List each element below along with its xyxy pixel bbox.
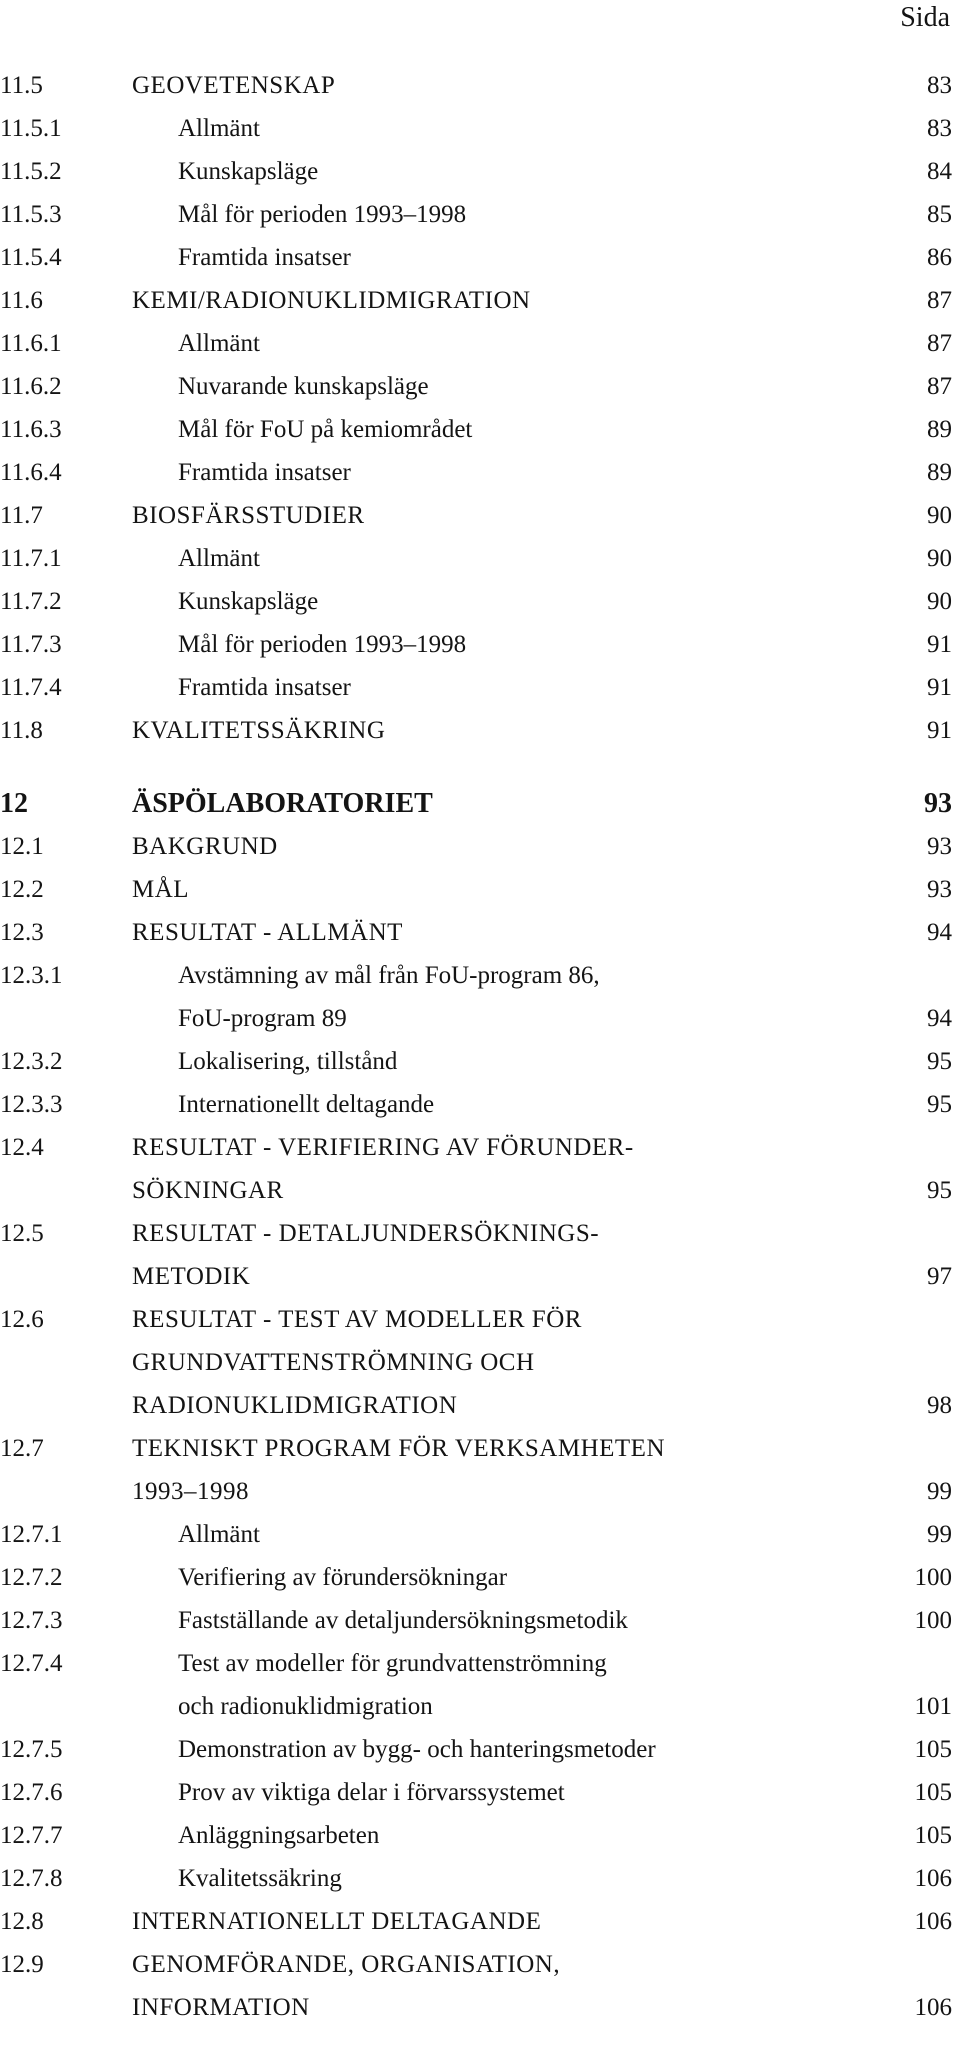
toc-entry-page: 87 bbox=[927, 330, 952, 357]
toc-entry bbox=[0, 954, 960, 1040]
toc-entry bbox=[0, 1599, 960, 1642]
toc-entry-page: 90 bbox=[927, 502, 952, 529]
toc-entry-title bbox=[178, 1556, 868, 1599]
toc-entry-title bbox=[132, 782, 832, 825]
toc-entry-title bbox=[132, 1126, 832, 1212]
toc-entry-title bbox=[178, 150, 868, 193]
toc-entry-number: 12.7.8 bbox=[0, 1865, 63, 1892]
toc-entry-number: 12.7.7 bbox=[0, 1822, 63, 1849]
toc-entry-title-line: KEMI/RADIONUKLIDMIGRATION bbox=[132, 287, 531, 314]
toc-entry-title-line: Nuvarande kunskapsläge bbox=[178, 373, 429, 400]
toc-entry bbox=[0, 1857, 960, 1900]
toc-entry-title-line: Kunskapsläge bbox=[178, 588, 319, 615]
toc-entry-title bbox=[178, 408, 868, 451]
toc-entry-title-line: RESULTAT - DETALJUNDERSÖKNINGS- bbox=[132, 1220, 600, 1247]
toc-entry-title-line: Internationellt deltagande bbox=[178, 1091, 435, 1118]
toc-entry-title bbox=[132, 1943, 832, 2029]
toc-entry-title-line: 1993–1998 bbox=[132, 1478, 249, 1505]
toc-entry-title-line: FoU-program 89 bbox=[178, 1005, 347, 1032]
toc-entry-number: 12.7.5 bbox=[0, 1736, 63, 1763]
toc-entry-page: 95 bbox=[927, 1091, 952, 1118]
toc-entry-number: 12.8 bbox=[0, 1908, 44, 1935]
toc-entry-number: 12.7 bbox=[0, 1435, 44, 1462]
toc-entry-number: 12.4 bbox=[0, 1134, 44, 1161]
toc-entry bbox=[0, 451, 960, 494]
toc-entry-title bbox=[178, 1642, 868, 1728]
toc-entry-page: 91 bbox=[927, 674, 952, 701]
toc-entry-title bbox=[132, 911, 832, 954]
toc-entry bbox=[0, 1083, 960, 1126]
toc-entry-title-line: Framtida insatser bbox=[178, 244, 351, 271]
toc-entry-number: 12.5 bbox=[0, 1220, 44, 1247]
toc-entry bbox=[0, 107, 960, 150]
toc-entry bbox=[0, 1427, 960, 1513]
toc-entry-title bbox=[178, 1857, 868, 1900]
toc-entry-title bbox=[178, 1083, 868, 1126]
toc-entry-number: 11.6 bbox=[0, 287, 43, 314]
toc-entry bbox=[0, 408, 960, 451]
toc-entry-number: 12 bbox=[0, 788, 28, 819]
toc-entry-title bbox=[178, 365, 868, 408]
toc-entry-title-line: GENOMFÖRANDE, ORGANISATION, bbox=[132, 1951, 561, 1978]
toc-entry-title-line: BAKGRUND bbox=[132, 833, 278, 860]
toc-entry-title bbox=[178, 451, 868, 494]
toc-chapter-entry bbox=[0, 782, 960, 825]
toc-entry-page: 106 bbox=[914, 1908, 952, 1935]
toc-entry-title-line: RESULTAT - TEST AV MODELLER FÖR bbox=[132, 1306, 582, 1333]
toc-entry-number: 11.5.1 bbox=[0, 115, 62, 142]
toc-entry-page: 89 bbox=[927, 416, 952, 443]
toc-entry bbox=[0, 623, 960, 666]
toc-entry-page: 94 bbox=[927, 919, 952, 946]
toc-entry-title-line: Verifiering av förundersökningar bbox=[178, 1564, 508, 1591]
toc-entry bbox=[0, 1771, 960, 1814]
toc-entry-page: 90 bbox=[927, 545, 952, 572]
toc-entry bbox=[0, 1728, 960, 1771]
toc-entry bbox=[0, 193, 960, 236]
toc-entry-page: 83 bbox=[927, 72, 952, 99]
toc-entry-title-line: ÄSPÖLABORATORIET bbox=[132, 788, 433, 819]
toc-entry-page: 100 bbox=[914, 1564, 952, 1591]
toc-entry-page: 93 bbox=[924, 788, 952, 819]
toc-entry-title bbox=[132, 64, 832, 107]
toc-entry-title bbox=[178, 1513, 868, 1556]
toc-entry-number: 12.7.2 bbox=[0, 1564, 63, 1591]
toc-entry-page: 99 bbox=[927, 1478, 952, 1505]
toc-entry-page: 87 bbox=[927, 287, 952, 314]
toc-entry-page: 101 bbox=[914, 1693, 952, 1720]
toc-entry-page: 86 bbox=[927, 244, 952, 271]
toc-entry-number: 12.1 bbox=[0, 833, 44, 860]
toc-entry-number: 11.5.4 bbox=[0, 244, 62, 271]
toc-entry-title bbox=[132, 494, 832, 537]
toc-entry-title bbox=[178, 107, 868, 150]
toc-entry-title bbox=[132, 279, 832, 322]
toc-entry-page: 93 bbox=[927, 876, 952, 903]
toc-entry-page: 100 bbox=[914, 1607, 952, 1634]
toc-entry-title-line: Allmänt bbox=[178, 1521, 260, 1548]
toc-entry-page: 98 bbox=[927, 1392, 952, 1419]
toc-entry-title-line: SÖKNINGAR bbox=[132, 1177, 284, 1204]
toc-entry-title-line: KVALITETSSÄKRING bbox=[132, 717, 386, 744]
toc-entry-title-line: och radionuklidmigration bbox=[178, 1693, 433, 1720]
toc-entry bbox=[0, 709, 960, 752]
toc-entry bbox=[0, 825, 960, 868]
toc-entry-page: 95 bbox=[927, 1048, 952, 1075]
toc-entry-title-line: Test av modeller för grundvattenströmning bbox=[178, 1650, 607, 1677]
toc-entry-title-line: GRUNDVATTENSTRÖMNING OCH bbox=[132, 1349, 535, 1376]
toc-entry bbox=[0, 580, 960, 623]
toc-entry-page: 99 bbox=[927, 1521, 952, 1548]
toc-entry-title bbox=[178, 1814, 868, 1857]
toc-entry-title bbox=[132, 868, 832, 911]
toc-entry-page: 105 bbox=[914, 1779, 952, 1806]
toc-entry bbox=[0, 1556, 960, 1599]
toc-entry-number: 12.3.1 bbox=[0, 962, 63, 989]
page-header bbox=[0, 0, 960, 36]
toc-entry-page: 97 bbox=[927, 1263, 952, 1290]
toc-entry-page: 91 bbox=[927, 631, 952, 658]
toc-entry-title-line: Fastställande av detaljundersökningsmetodik bbox=[178, 1607, 628, 1634]
toc-entry-number: 12.7.3 bbox=[0, 1607, 63, 1634]
toc-entry-page: 105 bbox=[914, 1736, 952, 1763]
toc-entry-page: 94 bbox=[927, 1005, 952, 1032]
toc-entry-title bbox=[132, 709, 832, 752]
toc-entry bbox=[0, 236, 960, 279]
toc-entry bbox=[0, 1943, 960, 2029]
toc-entry-title bbox=[178, 537, 868, 580]
toc-entry-number: 11.7.3 bbox=[0, 631, 62, 658]
toc-entry-number: 11.6.3 bbox=[0, 416, 62, 443]
toc-entry bbox=[0, 1040, 960, 1083]
toc-entry-page: 105 bbox=[914, 1822, 952, 1849]
toc-entry-title-line: Anläggningsarbeten bbox=[178, 1822, 380, 1849]
toc-entry-title bbox=[132, 825, 832, 868]
toc-entry-title-line: INFORMATION bbox=[132, 1994, 310, 2021]
toc-entry-title bbox=[178, 1599, 868, 1642]
toc-entry-number: 11.8 bbox=[0, 717, 43, 744]
toc-entry-title-line: GEOVETENSKAP bbox=[132, 72, 336, 99]
toc-entry-number: 11.5.2 bbox=[0, 158, 62, 185]
toc-entry bbox=[0, 1814, 960, 1857]
toc-entry-page: 95 bbox=[927, 1177, 952, 1204]
toc-entry bbox=[0, 322, 960, 365]
toc-entry-title-line: RADIONUKLIDMIGRATION bbox=[132, 1392, 458, 1419]
toc-entry-title-line: Lokalisering, tillstånd bbox=[178, 1048, 398, 1075]
toc-entry-number: 12.2 bbox=[0, 876, 44, 903]
toc-entry-page: 89 bbox=[927, 459, 952, 486]
toc-entry-page: 87 bbox=[927, 373, 952, 400]
toc-entry-number: 12.9 bbox=[0, 1951, 44, 1978]
toc-entry-number: 12.3.2 bbox=[0, 1048, 63, 1075]
toc-entry-title bbox=[178, 193, 868, 236]
toc-entry-title-line: Mål för FoU på kemiområdet bbox=[178, 416, 473, 443]
toc-entry-title-line: Mål för perioden 1993–1998 bbox=[178, 631, 467, 658]
toc-entry-page: 84 bbox=[927, 158, 952, 185]
toc-entry-title bbox=[178, 1771, 868, 1814]
toc-entry bbox=[0, 150, 960, 193]
toc-entry-title-line: Prov av viktiga delar i förvarssystemet bbox=[178, 1779, 565, 1806]
toc-entry-number: 11.7 bbox=[0, 502, 43, 529]
toc-entry bbox=[0, 365, 960, 408]
toc-entry-title-line: METODIK bbox=[132, 1263, 251, 1290]
toc-entry-number: 11.5 bbox=[0, 72, 43, 99]
toc-entry-page: 106 bbox=[914, 1865, 952, 1892]
toc-entry-title-line: Allmänt bbox=[178, 545, 260, 572]
toc-entry-title bbox=[132, 1212, 832, 1298]
toc-entry-page: 85 bbox=[927, 201, 952, 228]
toc-entry-title bbox=[178, 580, 868, 623]
toc-entry-title-line: Allmänt bbox=[178, 330, 260, 357]
toc-entry bbox=[0, 1900, 960, 1943]
toc-entry-number: 12.7.6 bbox=[0, 1779, 63, 1806]
toc-entry-number: 12.7.4 bbox=[0, 1650, 63, 1677]
toc-entry-title-line: Framtida insatser bbox=[178, 459, 351, 486]
toc-entry-title-line: BIOSFÄRSSTUDIER bbox=[132, 502, 365, 529]
toc-entry-page: 83 bbox=[927, 115, 952, 142]
toc-entry bbox=[0, 1642, 960, 1728]
toc-entry-title-line: TEKNISKT PROGRAM FÖR VERKSAMHETEN bbox=[132, 1435, 665, 1462]
toc-entry-number: 12.6 bbox=[0, 1306, 44, 1333]
toc-entry-number: 12.3.3 bbox=[0, 1091, 63, 1118]
toc-entry bbox=[0, 911, 960, 954]
toc-entry-title bbox=[178, 623, 868, 666]
toc-entry-title bbox=[178, 666, 868, 709]
toc-entry-title-line: Kvalitetssäkring bbox=[178, 1865, 342, 1892]
toc-entry-number: 11.6.1 bbox=[0, 330, 62, 357]
toc-entry-title bbox=[178, 1040, 868, 1083]
toc-entry-page: 93 bbox=[927, 833, 952, 860]
toc-entry-number: 12.7.1 bbox=[0, 1521, 63, 1548]
toc-entry bbox=[0, 1298, 960, 1427]
toc-entry-number: 11.6.2 bbox=[0, 373, 62, 400]
toc-entry-title-line: Avstämning av mål från FoU-program 86, bbox=[178, 962, 600, 989]
toc-entry-page: 106 bbox=[914, 1994, 952, 2021]
toc-entry bbox=[0, 1513, 960, 1556]
toc-entry-title-line: MÅL bbox=[132, 876, 190, 903]
toc-entry-title bbox=[132, 1298, 832, 1427]
toc-entry-title bbox=[178, 954, 868, 1040]
toc-entry-page: 91 bbox=[927, 717, 952, 744]
toc-entry-number: 11.7.4 bbox=[0, 674, 62, 701]
toc-entry-number: 11.7.1 bbox=[0, 545, 62, 572]
toc-entry-number: 11.5.3 bbox=[0, 201, 62, 228]
toc-entry-title bbox=[178, 322, 868, 365]
toc-entry bbox=[0, 1212, 960, 1298]
toc-entry-title-line: Demonstration av bygg- och hanteringsmetoder bbox=[178, 1736, 656, 1763]
toc-entry bbox=[0, 494, 960, 537]
toc-entry bbox=[0, 537, 960, 580]
toc-entry-title-line: INTERNATIONELLT DELTAGANDE bbox=[132, 1908, 542, 1935]
toc-entry-number: 11.7.2 bbox=[0, 588, 62, 615]
toc-entry-number: 11.6.4 bbox=[0, 459, 62, 486]
toc-entry bbox=[0, 868, 960, 911]
toc-entry bbox=[0, 64, 960, 107]
toc-entry-title bbox=[132, 1427, 832, 1513]
toc-entry-page: 90 bbox=[927, 588, 952, 615]
toc-entry-title-line: RESULTAT - ALLMÄNT bbox=[132, 919, 403, 946]
toc-entry-title-line: Allmänt bbox=[178, 115, 260, 142]
toc-entry bbox=[0, 1126, 960, 1212]
toc-entry-title-line: RESULTAT - VERIFIERING AV FÖRUNDER- bbox=[132, 1134, 634, 1161]
toc-entry-title bbox=[178, 1728, 868, 1771]
toc-entry-title bbox=[178, 236, 868, 279]
toc-entry-number: 12.3 bbox=[0, 919, 44, 946]
toc-entry bbox=[0, 666, 960, 709]
toc-entry-title-line: Framtida insatser bbox=[178, 674, 351, 701]
toc-entry-title-line: Mål för perioden 1993–1998 bbox=[178, 201, 467, 228]
toc-entry-title-line: Kunskapsläge bbox=[178, 158, 319, 185]
page-column-label: Sida bbox=[900, 2, 950, 33]
toc-entry-title bbox=[132, 1900, 832, 1943]
toc-entry bbox=[0, 279, 960, 322]
